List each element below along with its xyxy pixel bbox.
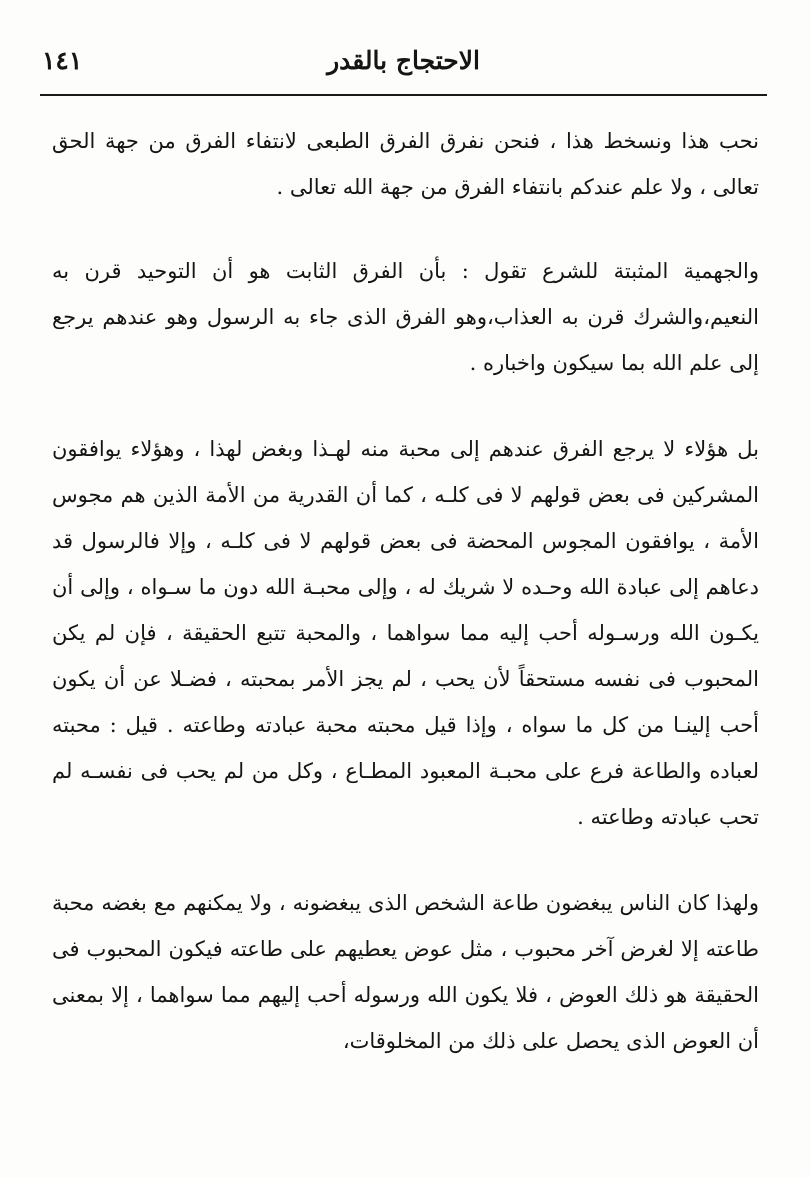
paragraph: نحب هذا ونسخط هذا ، فنحن نفرق الفرق الطبعى لانتفاء الفرق من جهة الحق تعالى ، ولا علم عندكم بانتفاء الفرق من جهة الله تعالى . [52,129,759,199]
page-number: ١٤١ [42,46,83,75]
body-text [52,118,759,1098]
running-title: الاحتجاج بالقدر [327,46,480,75]
paragraph: بل هؤلاء لا يرجع الفرق عندهم إلى محبة منه لهـذا وبغض لهذا ، وهؤلاء يوافقون المشركين فى بعض قولهم لا فى كلـه ، كما أن القدرية من الأمة الذين هم مجوس الأمة ، يوافقون المجوس المحضة فى بعض قولهم لا فى كلـه ، وإلا فالرسول قد دعاهم إلى عبادة الله وحـده لا شريك له ، وإلى محبـة الله دون ما سـواه ، وإلى أن يكـون الله ورسـوله أحب إليه مما سواهما ، والمحبة تتبع الحقيقة ، فإن لم يكن المحبوب فى نفسه مستحقاً لأن يحب ، لم يجز الأمر بمحبته ، فضـلا عن أن يكون أحب إلينـا من كل ما سواه ، وإذا قيل محبته محبة عبادته وطاعته . قيل : محبته لعباده والطاعة فرع على محبـة المعبود المطـاع ، وكل من لم يحب فى نفسـه لم تحب عبادته وطاعته . [52,437,760,829]
header-rule [40,94,767,96]
paragraph: والجهمية المثبتة للشرع تقول : بأن الفرق الثابت هو أن التوحيد قرن به النعيم،والشرك قرن به العذاب،وهو الفرق الذى جاء به الرسول وهو عندهم يرجع إلى علم الله بما سيكون واخباره . [52,259,759,375]
page-header [40,40,767,90]
paragraph: ولهذا كان الناس يبغضون طاعة الشخص الذى يبغضونه ، ولا يمكنهم مع بغضه محبة طاعته إلا لغرض آخر محبوب ، مثل عوض يعطيهم على طاعته فيكون المحبوب فى الحقيقة هو ذلك العوض ، فلا يكون الله ورسوله أحب إليهم مما سواهما ، إلا بمعنى أن العوض الذى يحصل على ذلك من المخلوقات، [52,891,759,1053]
